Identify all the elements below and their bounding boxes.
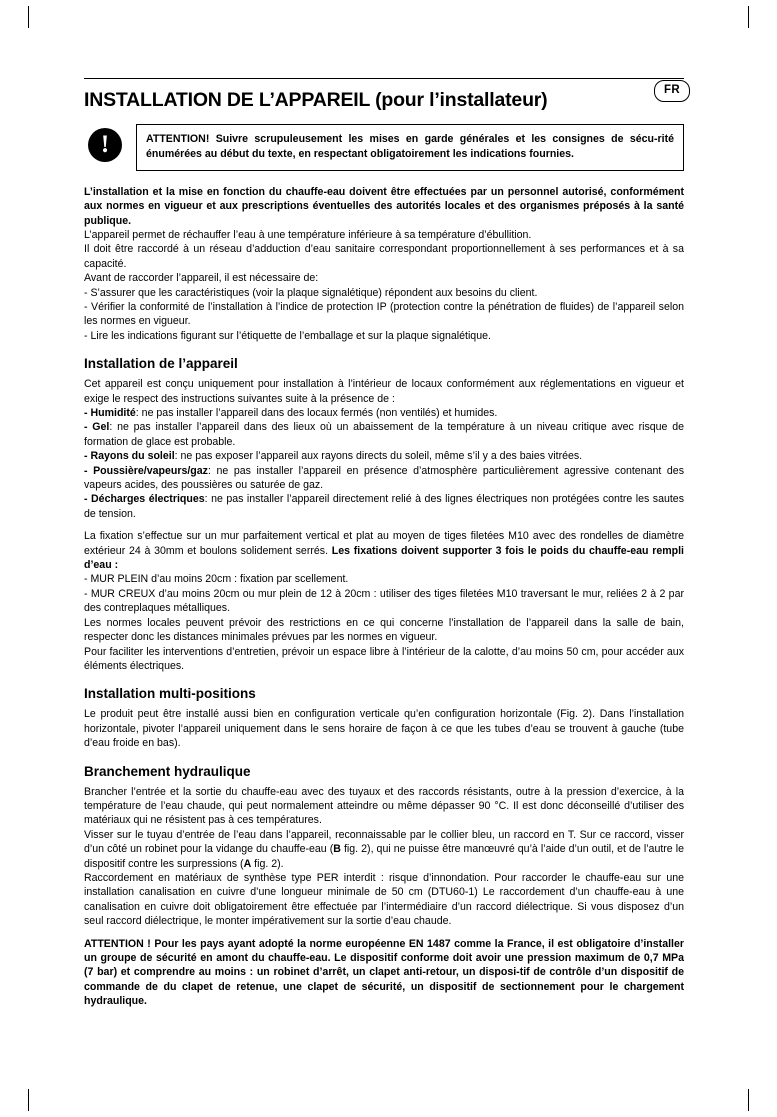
installation-p2-b: Les fixations doivent supporter 3 fois le poids du chauffe-eau rempli d’eau : <box>84 544 685 572</box>
warning-text: ATTENTION! Suivre scrupuleusement les mises en garde générales et les consignes de sécu-rité énumérées au début du texte, en respectant obligatoirement les indications fournies. <box>136 124 684 171</box>
intro-p4: - S’assurer que les caractéristiques (voir la plaque signalétique) répondent aux besoins du client. <box>84 286 538 299</box>
hydraulique-p2-e: fig. 2). <box>251 857 284 870</box>
multipositions-p1: Le produit peut être installé aussi bien en configuration verticale qu’en configuration horizontale (Fig. 2). Dans l’installation horizontale, pivoter l’appareil uniquement dans le sens horaire de façon à ce que les tubes d’eau se trouvent à gauche (tube d’eau froide en bas). <box>84 708 684 750</box>
exclamation-icon: ! <box>88 128 122 162</box>
language-badge: FR <box>654 80 690 102</box>
hydraulique-p1: Brancher l’entrée et la sortie du chauffe-eau avec des tuyaux et des raccords résistants, outre à la pression d’exercice, à la température de l’eau chaude, qui peut normalement atteindre ou même dépasser 90 °C. Il est donc déconseillé d’utiliser des matériaux qui ne résistent pas à ces températures. <box>84 785 684 827</box>
hydraulique-p3: Raccordement en matériaux de synthèse type PER interdit : risque d’innondation. Pour raccorder le chauffe-eau sur une installation canalisation en cuivre d’une longueur minimale de 50 cm (DTU60-1) Le raccordement d’un chauffe-eau à une canalisation en cuivre doit obligatoirement être effectuée par l’intermédiaire d’un raccord diélectrique. Si vous disposez d’un seul raccord diélectrique, le monter impérativement sur la sortie d’eau chaude. <box>84 871 684 928</box>
header-rule <box>84 78 684 79</box>
section-installation-heading: Installation de l’appareil <box>84 356 238 372</box>
intro-p3: Avant de raccorder l’appareil, il est nécessaire de: <box>84 272 319 285</box>
installation-item-2-text: : ne pas exposer l’appareil aux rayons directs du soleil, même s’il y a des baies vitrées. <box>174 450 583 463</box>
installation-p2 <box>84 529 684 572</box>
section-multipositions-heading: Installation multi-positions <box>84 686 256 702</box>
hydraulique-ref-b: B <box>333 843 341 856</box>
installation-item-0-text: : ne pas installer l’appareil dans des locaux fermés (non ventilés) et humides. <box>135 407 498 419</box>
crop-mark-bottom-left <box>28 1089 29 1111</box>
installation-item-1 <box>84 420 684 449</box>
warning-block <box>84 124 684 171</box>
intro-p6: - Lire les indications figurant sur l’étiquette de l’emballage et sur la plaque signalétique. <box>84 329 491 342</box>
installation-p6: Pour faciliter les interventions d’entretien, prévoir un espace libre à l’intérieur de la calotte, d’au moins 50 cm, pour accéder aux éléments électriques. <box>84 645 684 672</box>
installation-item-3-lead: - Poussière/vapeurs/gaz <box>84 464 208 477</box>
spacer-2 <box>84 929 684 937</box>
installation-p3: - MUR PLEIN d’au moins 20cm : fixation par scellement. <box>84 573 349 586</box>
intro-p5: - Vérifier la conformité de l’installation à l’indice de protection IP (protection contre la pénétration de fluides) de l’appareil selon les normes en vigueur. <box>84 300 684 328</box>
installation-item-4-lead: - Décharges électriques <box>84 493 205 506</box>
hydraulique-p2-c: fig. 2), qui ne puisse être manœuvré qu’à l’aide d’un outil, et de l’autre le dispositif contre les surpressions ( <box>84 843 684 870</box>
installation-item-4-text: : ne pas installer l’appareil directement relié à des lignes électriques non protégées contre les sautes de tension. <box>84 493 685 520</box>
installation-item-3 <box>84 464 684 493</box>
installation-item-1-lead: - Gel <box>84 421 110 434</box>
installation-item-1-text: : ne pas installer l’appareil dans des lieux où un abaissement de la température à un niveau critique avec risque de formation de glace est probable. <box>84 421 684 448</box>
spacer-1 <box>84 521 684 529</box>
installation-item-2-lead: - Rayons du soleil <box>84 450 175 463</box>
hydraulique-ref-a: A <box>243 857 252 870</box>
section-hydraulique-heading: Branchement hydraulique <box>84 763 251 779</box>
installation-item-3-text: : ne pas installer l’appareil en présence d’atmosphère particulièrement agressive contenant des vapeurs acides, des poussières ou saturée de gaz. <box>84 464 684 492</box>
hydraulique-p2 <box>84 828 684 871</box>
installation-item-0-lead: - Humidité <box>84 407 136 419</box>
hydraulique-attention: ATTENTION ! Pour les pays ayant adopté la norme européenne EN 1487 comme la France, il est obligatoire d’installer un groupe de sécurité en amont du chauffe-eau. Le dispositif conforme doit avoir une pression maximum de 0,7 MPa (7 bar) et comprendre au moins : un robinet d’arrêt, un clapet anti-retour, un disposi-tif de contrôle d’un dispositif de commande de du clapet de retenue, une clapet de sécurité, un dispositif de sectionnement pour le chargement hydraulique. <box>84 937 684 1008</box>
installation-p5: Les normes locales peuvent prévoir des restrictions en ce qui concerne l’installation de l’appareil dans la salle de bain, respecter donc les distances minimales prévues par les normes en vigueur. <box>84 616 684 644</box>
crop-mark-top-right <box>748 6 749 28</box>
page-content <box>84 78 684 1009</box>
installation-item-4 <box>84 492 684 521</box>
installation-item-0 <box>84 406 684 420</box>
intro-p2: Il doit être raccordé à un réseau d’adduction d’eau sanitaire correspondant proportionnellement à ses performances et à sa capacité. <box>84 243 684 270</box>
crop-mark-top-left <box>28 6 29 28</box>
installation-p2-a: La fixation s’effectue sur un mur parfaitement vertical et plat au moyen de tiges filetées M10 avec des rondelles de diamètre extérieur 24 à 30mm et boulons solidement serrés. <box>84 530 684 557</box>
intro-lead: L’installation et la mise en fonction du chauffe-eau doivent être effectuées par un personnel autorisé, conformément aux normes en vigueur et aux prescriptions éventuelles des autorités locales et des organismes préposés à la santé publique. <box>84 185 684 227</box>
intro-p1: L’appareil permet de réchauffer l’eau à une température inférieure à sa température d’ébullition. <box>84 228 532 241</box>
hydraulique-p2-a: Visser sur le tuyau d’entrée de l’eau dans l’appareil, reconnaissable par le collier bleu, un raccord en T. Sur ce raccord, visser d’un côté un robinet pour la vidange du chauffe-eau ( <box>84 828 684 856</box>
crop-mark-bottom-right <box>748 1089 749 1111</box>
installation-p4: - MUR CREUX d’au moins 20cm ou mur plein de 12 à 20cm : utiliser des tiges filetées M10 traversant le mur, reliées 2 à 2 par des contreplaques métalliques. <box>84 587 684 615</box>
installation-p1: Cet appareil est conçu uniquement pour installation à l’intérieur de locaux conformément aux réglementations en vigueur et exige le respect des instructions suivantes suite à la présence de : <box>84 378 684 405</box>
page-title: INSTALLATION DE L’APPAREIL (pour l’installateur) <box>84 89 548 111</box>
installation-item-2 <box>84 449 684 463</box>
